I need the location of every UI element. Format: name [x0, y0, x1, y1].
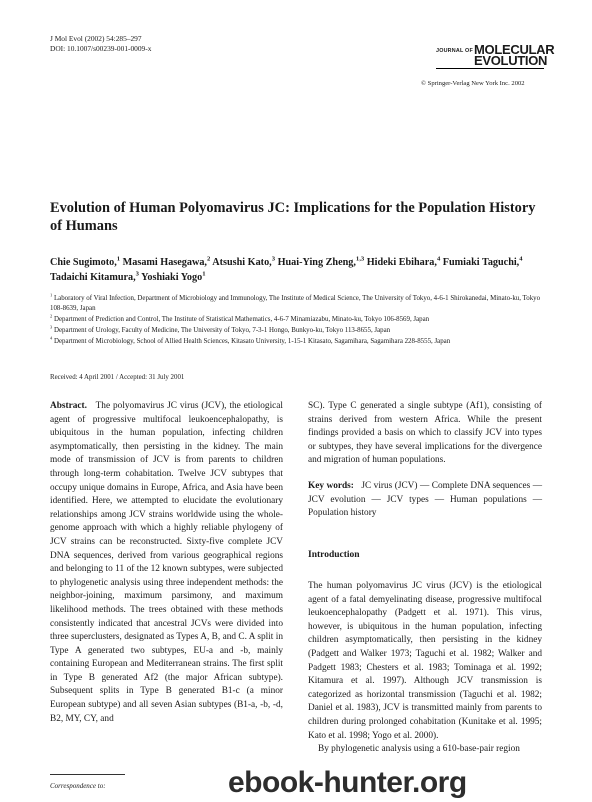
author-list	[50, 256, 550, 285]
author: Atsushi Kato,$^3$	[212, 255, 276, 268]
introduction-paragraph: By phylogenetic analysis using a 610-base-pair region	[318, 744, 520, 755]
logo-title	[474, 44, 554, 66]
author: Huai-Ying Zheng,$^{1,3}$	[277, 255, 365, 268]
introduction-paragraph: The human polyomavirus JC virus (JCV) is the etiological agent of a fatal demyelinating disease, progressive multifocal leukoencephalopathy (Padgett et al. 1971). This virus, however, is ubiquitous in the human population, infecting children asymptomatically, then persisting in the kidney (Padgett and Walker 1973; Taguchi et al. 1982; Walker and Padgett 1983; Chesters et al. 1983; Tominaga et al. 1992; Kitamura et al. 1997). Although JCV transmission is categorized as horizontal transmission (Taguchi et al. 1982; Daniel et al. 1983), JCV is transmitted mainly from parents to children during prolonged cohabitation (Kunitake et al. 1995; Kato et al. 1998; Yogo et al. 2000).	[308, 581, 542, 741]
journal-citation-block	[50, 34, 151, 53]
introduction-heading: Introduction	[308, 550, 360, 560]
author: Chie Sugimoto,$^1$	[50, 255, 121, 268]
logo-line-2: EVOLUTION	[474, 53, 548, 68]
abstract-label: Abstract.	[50, 401, 87, 411]
footnote-rule	[50, 774, 125, 775]
affiliation: $^3$ Department of Urology, Faculty of Medicine, The University of Tokyo, 7-3-1 Hongo, Bunkyo-ku, Tokyo 113-8655, Japan	[50, 324, 391, 334]
author: Masami Hasegawa,$^2$	[122, 255, 211, 268]
author: Fumiaki Taguchi,$^4$	[442, 255, 523, 268]
author: Tadaichi Kitamura,$^3$	[50, 270, 139, 283]
received-accepted-dates: Received: 4 April 2001 / Accepted: 31 July 2001	[50, 374, 185, 381]
copyright-line: © Springer-Verlag New York Inc. 2002	[421, 80, 525, 87]
affiliation: $^2$ Department of Prediction and Control, The Institute of Statistical Mathematics, 4-6-7 Minamiazabu, Minato-ku, Tokyo 106-8569, Japan	[50, 313, 430, 323]
article-title: Evolution of Human Polyomavirus JC: Implications for the Population History of Humans	[50, 200, 536, 234]
abstract-text: The polyomavirus JC virus (JCV), the etiological agent of progressive multifocal leukoencephalopathy, is ubiquitous in the human population, infecting children asymptomatically, then persisting in the kidney. The main mode of transmission of JCV is from parents to children through long-term cohabitation. Twelve JCV subtypes that occupy unique domains in Europe, Africa, and Asia have been identified. Here, we attempted to elucidate the evolutionary relationships among JCV strains worldwide using the whole-genome approach with which a highly reliable phylogeny of JCV strains can be reconstructed. Sixty-five complete JCV DNA sequences, derived from various geographical regions and belonging to 11 of the 12 known subtypes, were subjected to phylogenetic analysis using three independent methods: the neighbor-joining, maximum parsimony, and maximum likelihood methods. The trees obtained with these methods consistently indicated that ancestral JCVs were divided into three superclusters, designated as Types A, B, and C. A split in Type A generated two subtypes, EU-a and -b, mainly containing European and Mediterranean strains. The first split in Type B generated Af2 (the major African subtype). Subsequent splits in Type B generated B1-c (a minor European subtype) and all seven Asian subtypes (B1-a, -b, -d, B2, MY, CY, and	[50, 401, 283, 724]
logo-line-1: MOLECULAR	[474, 42, 555, 57]
logo-rule	[436, 68, 544, 69]
introduction-body	[308, 580, 542, 757]
correspondence-note: Correspondence to:	[50, 782, 106, 790]
logo-journal-of: JOURNAL OF	[436, 48, 473, 54]
keywords-text: JC virus (JCV) — Complete DNA sequences — JCV evolution — JCV types — Human populations — Population history	[308, 481, 542, 519]
keywords	[308, 480, 542, 521]
watermark: ebook-hunter.org	[228, 766, 467, 799]
author: Yoshiaki Yogo$^1$	[141, 270, 206, 283]
affiliation: $^1$ Laboratory of Viral Infection, Department of Microbiology and Immunology, The Institute of Medical Science, The University of Tokyo, 4-6-1 Shirokanedai, Minato-ku, Tokyo 108-8639, Japan	[50, 292, 541, 312]
author: Hideki Ebihara,$^4$	[366, 255, 441, 268]
doi: DOI: 10.1007/s00239-001-0009-x	[50, 43, 152, 53]
journal-citation: J Mol Evol (2002) 54:285–297	[50, 34, 142, 43]
abstract-continuation: SC). Type C generated a single subtype (Af1), consisting of strains derived from western Africa. While the present findings provided a basis on which to classify JCV into types or subtypes, they have several implications for the divergence and migration of human populations.	[308, 401, 542, 466]
keywords-label: Key words:	[308, 481, 354, 491]
affiliation: $^4$ Department of Microbiology, School of Allied Health Sciences, Kitasato University, 1-15-1 Kitasato, Sagamihara, Sagamihara 228-8555, Japan	[50, 335, 451, 345]
affiliations	[50, 294, 550, 348]
abstract	[50, 400, 283, 726]
